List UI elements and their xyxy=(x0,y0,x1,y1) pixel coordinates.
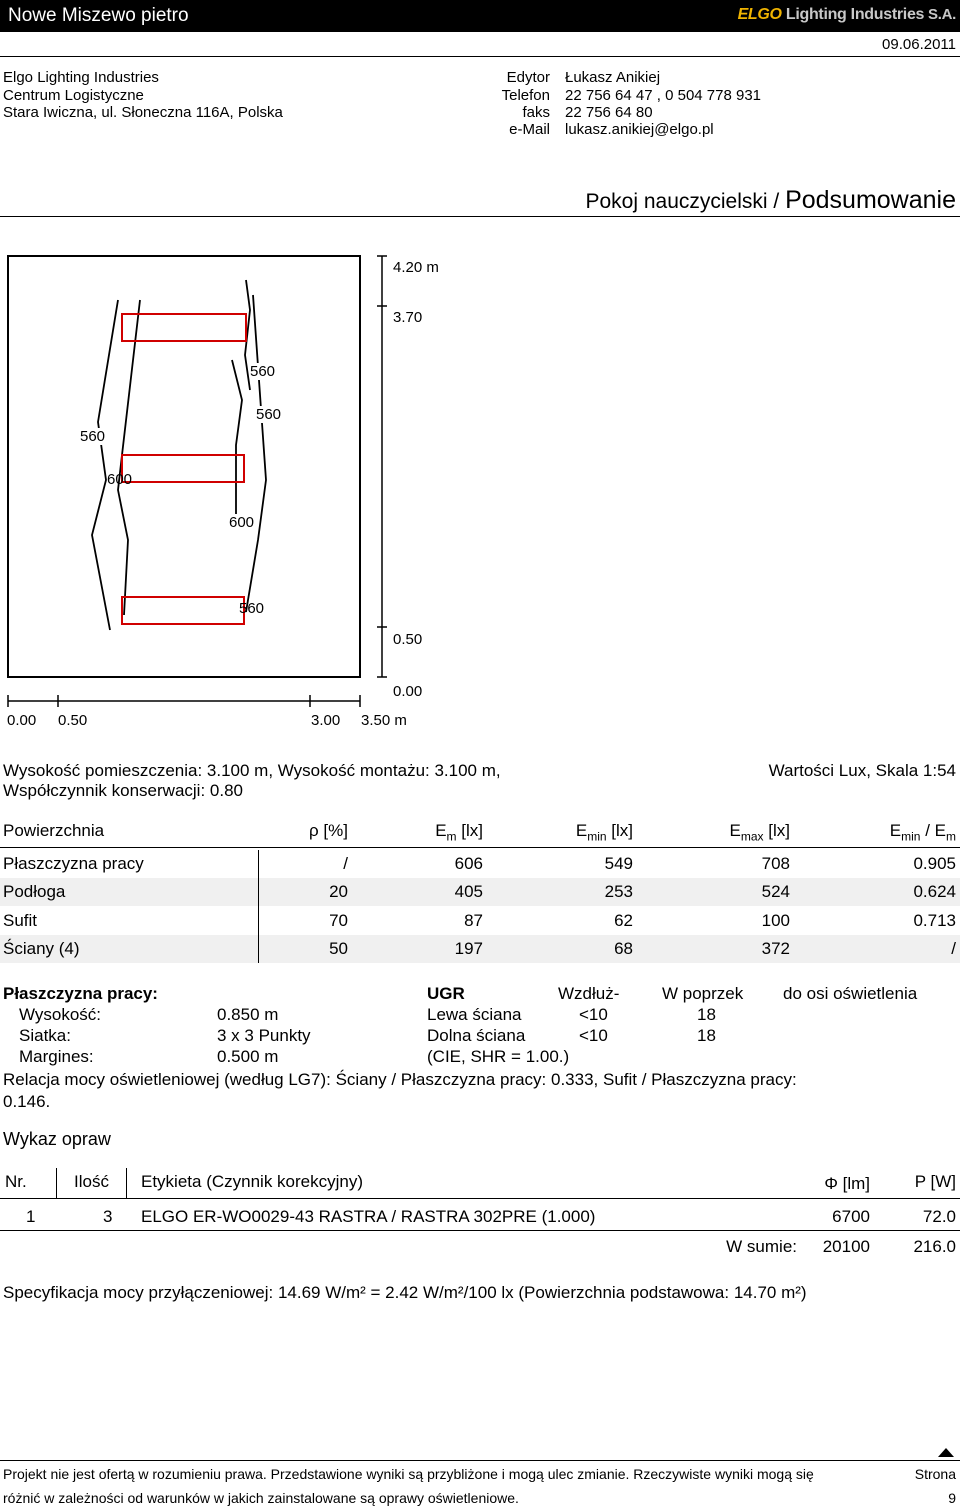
total-label: W sumie: xyxy=(726,1237,797,1256)
ugr-across-heading: W poprzek xyxy=(662,984,744,1003)
workplane-height-label: Wysokość: xyxy=(19,1005,102,1024)
isoline-600-right xyxy=(232,360,242,516)
luminaire-total-divider xyxy=(0,1230,960,1231)
email-label: e-Mail xyxy=(509,121,550,138)
surfaces-column-divider xyxy=(258,850,259,963)
col-reflectance: ρ [%] xyxy=(309,821,348,840)
isoline-560-left xyxy=(92,300,118,630)
power-ratio-line-cont: 0.146. xyxy=(3,1092,51,1111)
ugr-left-wall-across: 18 xyxy=(697,1005,716,1024)
y-label-0-50: 0.50 xyxy=(393,631,423,648)
luminaire-1 xyxy=(122,314,246,341)
footer-disclaimer-cont: różnić w zależności od warunków w jakich zainstalowane są oprawy oświetleniowe. xyxy=(3,1490,519,1506)
ugr-cie-note: (CIE, SHR = 1.00.) xyxy=(427,1047,570,1066)
company-logo: ELGO Lighting Industries S.A. xyxy=(737,6,956,23)
section-heading: Pokoj nauczycielski / Podsumowanie xyxy=(585,186,956,214)
footer-divider xyxy=(0,1460,960,1461)
footer-disclaimer: Projekt nie jest ofertą w rozumieniu prawa. Przedstawione wyniki są przybliżone i mogą ulec zmianie. Rzeczywiste wyniki mogą się xyxy=(3,1466,814,1482)
luminaire-label: ELGO ER-WO0029-43 RASTRA / RASTRA 302PRE (1.000) xyxy=(141,1207,596,1226)
total-flux: 20100 xyxy=(822,1237,870,1256)
luminaire-flux: 6700 xyxy=(832,1207,870,1226)
surface-row: Płaszczyzna pracy / 606 549 708 0.905 xyxy=(3,854,956,873)
phone-label: Telefon xyxy=(501,87,550,104)
ugr-along-heading: Wzdłuż- xyxy=(558,984,620,1003)
x-label-3-00: 3.00 xyxy=(311,712,341,729)
total-power: 216.0 xyxy=(913,1237,956,1256)
luminaire-qty: 3 xyxy=(103,1207,113,1226)
surfaces-table-header xyxy=(0,817,960,847)
company-address: Stara Iwiczna, ul. Słoneczna 116A, Polska xyxy=(3,104,283,121)
section-divider xyxy=(0,216,960,217)
iso-label-600-left: 600 xyxy=(107,471,133,488)
iso-label-560-right: 560 xyxy=(256,406,282,423)
workplane-margins-value: 0.500 m xyxy=(217,1047,279,1066)
luminaire-power: 72.0 xyxy=(922,1207,956,1226)
luminaire-3 xyxy=(122,597,244,624)
lum-divider xyxy=(126,1168,127,1198)
ugr-heading: UGR xyxy=(427,984,465,1003)
phone-value: 22 756 64 47 , 0 504 778 931 xyxy=(565,87,762,104)
workplane-grid-value: 3 x 3 Punkty xyxy=(217,1026,311,1045)
scale-info: Wartości Lux, Skala 1:54 xyxy=(768,761,956,780)
page-label: Strona xyxy=(914,1466,956,1482)
iso-label-560-left: 560 xyxy=(80,428,106,445)
scroll-up-icon xyxy=(937,1446,955,1458)
surface-row: Podłoga 20 405 253 524 0.624 xyxy=(0,878,960,906)
fax-label: faks xyxy=(522,104,550,121)
surface-row: Sufit 70 87 62 100 0.713 xyxy=(3,911,956,930)
workplane-grid-label: Siatka: xyxy=(19,1026,71,1045)
col-surface: Powierzchnia xyxy=(3,821,105,840)
company-name: Elgo Lighting Industries xyxy=(3,69,159,86)
header-divider xyxy=(0,56,960,57)
page-number: 9 xyxy=(948,1490,956,1506)
y-label-4-20: 4.20 m xyxy=(393,259,439,276)
ugr-bottom-wall-label: Dolna ściana xyxy=(427,1026,526,1045)
x-label-0-50: 0.50 xyxy=(58,712,88,729)
power-ratio-line: Relacja mocy oświetleniowej (według LG7): Ściany / Płaszczyzna pracy: 0.333, Sufit / Płaszczyzna pracy: xyxy=(3,1070,797,1089)
ugr-bottom-wall-along: <10 xyxy=(579,1026,608,1045)
ugr-bottom-wall-across: 18 xyxy=(697,1026,716,1045)
workplane-margins-label: Margines: xyxy=(19,1047,94,1066)
report-date: 09.06.2011 xyxy=(882,36,956,53)
lum-divider xyxy=(56,1168,57,1198)
y-label-3-70: 3.70 xyxy=(393,309,423,326)
col-power: P [W] xyxy=(914,1172,956,1191)
col-emax: $E_{max}$ [lx] xyxy=(729,821,790,844)
ugr-left-wall-label: Lewa ściana xyxy=(427,1005,522,1024)
y-label-0-00: 0.00 xyxy=(393,683,423,700)
fax-value: 22 756 64 80 xyxy=(565,104,653,121)
col-emin: $E_{min}$ [lx] xyxy=(575,821,633,844)
maintenance-factor-info: Współczynnik konserwacji: 0.80 xyxy=(3,781,243,800)
project-title: Nowe Miszewo pietro xyxy=(8,5,189,26)
ugr-axis-heading: do osi oświetlenia xyxy=(783,984,918,1003)
room-height-info: Wysokość pomieszczenia: 3.100 m, Wysokość montażu: 3.100 m, xyxy=(3,761,501,780)
iso-label-560-top: 560 xyxy=(250,363,276,380)
editor-value: Łukasz Anikiej xyxy=(565,69,661,86)
col-quantity: Ilość xyxy=(74,1172,109,1191)
x-label-3-50: 3.50 m xyxy=(361,712,407,729)
isolux-floor-plan xyxy=(0,240,460,740)
col-label: Etykieta (Czynnik korekcyjny) xyxy=(141,1172,364,1191)
iso-label-600-right: 600 xyxy=(229,514,255,531)
surface-row: Ściany (4) 50 197 68 372 / xyxy=(0,935,960,963)
col-uniformity: $E_{min} / E_m$ xyxy=(889,821,956,844)
isoline-560-right xyxy=(246,295,266,612)
email-value: lukasz.anikiej@elgo.pl xyxy=(565,121,714,138)
editor-label: Edytor xyxy=(506,69,550,86)
surfaces-header-divider xyxy=(0,847,960,848)
col-nr: Nr. xyxy=(5,1172,27,1191)
ugr-left-wall-along: <10 xyxy=(579,1005,608,1024)
luminaire-2 xyxy=(122,455,244,482)
col-flux: Φ [lm] xyxy=(824,1174,870,1193)
room-outline xyxy=(8,256,360,677)
workplane-height-value: 0.850 m xyxy=(217,1005,279,1024)
luminaire-list-heading: Wykaz opraw xyxy=(3,1129,111,1149)
luminaire-header-divider xyxy=(0,1198,960,1199)
col-em: $E_m$ [lx] xyxy=(435,821,483,844)
x-label-0-00: 0.00 xyxy=(7,712,37,729)
company-dept: Centrum Logistyczne xyxy=(3,87,144,104)
iso-label-560-bottom: 560 xyxy=(239,600,265,617)
luminaire-nr: 1 xyxy=(26,1207,36,1226)
workplane-heading: Płaszczyzna pracy: xyxy=(3,984,158,1003)
power-spec: Specyfikacja mocy przyłączeniowej: 14.69 W/m² = 2.42 W/m²/100 lx (Powierzchnia podstawowa: 14.70 m²) xyxy=(3,1283,807,1302)
